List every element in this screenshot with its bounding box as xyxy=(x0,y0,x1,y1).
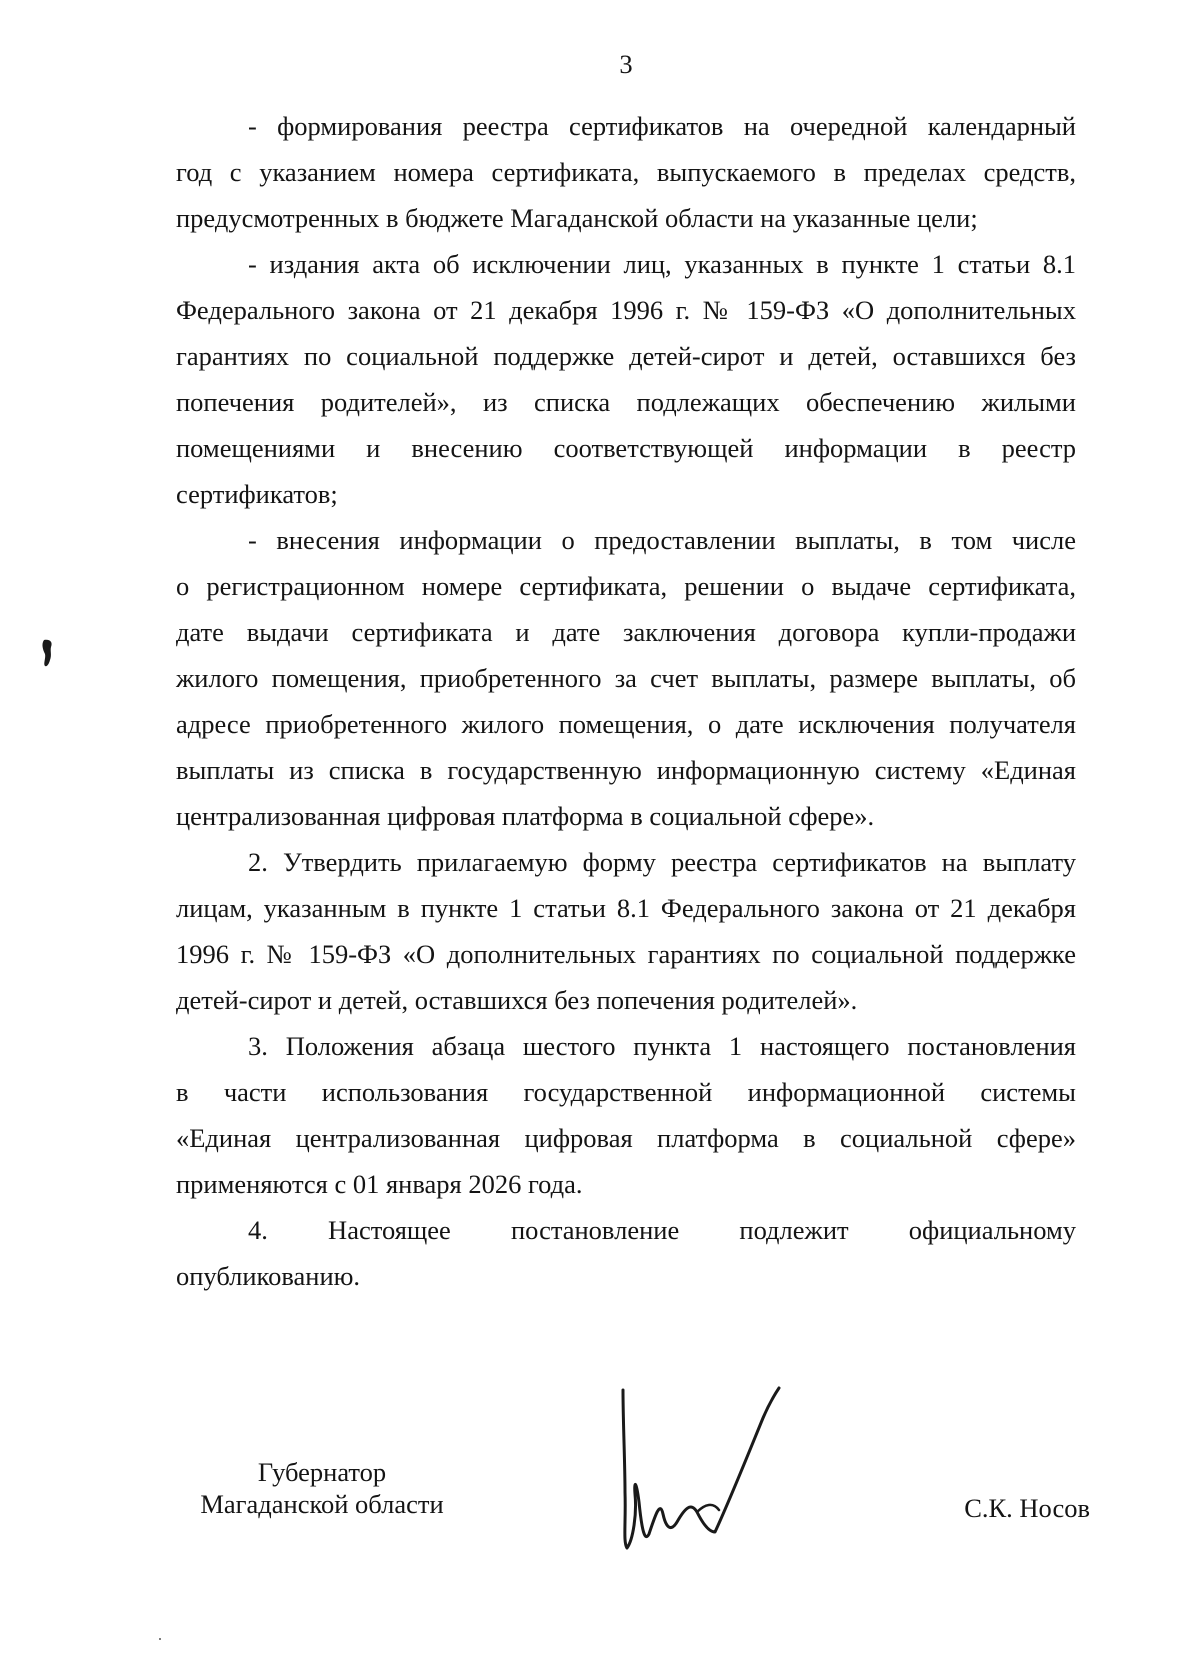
paragraph-line: попечения родителей», из списка подлежащих обеспечению жилыми xyxy=(176,387,1076,417)
paragraph-line: применяются с 01 января 2026 года. xyxy=(176,1169,583,1199)
page-number: 3 xyxy=(619,49,633,79)
paragraph-line: 4. Настоящее постановление подлежит официальному xyxy=(248,1215,1076,1245)
paragraph-line: жилого помещения, приобретенного за счет выплаты, размере выплаты, об xyxy=(176,663,1076,693)
paragraph-line: - внесения информации о предоставлении выплаты, в том числе xyxy=(248,525,1076,555)
paragraph-line: Федерального закона от 21 декабря 1996 г. № 159-ФЗ «О дополнительных xyxy=(176,295,1076,325)
paragraph-line: выплаты из списка в государственную информационную систему «Единая xyxy=(176,755,1076,785)
signatory-title-line2: Магаданской области xyxy=(200,1489,444,1519)
signatory-title-line1: Губернатор xyxy=(257,1457,387,1487)
paragraph-line: «Единая централизованная цифровая платформа в социальной сфере» xyxy=(176,1123,1076,1153)
paragraph-line: лицам, указанным в пункте 1 статьи 8.1 Федерального закона от 21 декабря xyxy=(176,893,1076,923)
paragraph-line: опубликованию. xyxy=(176,1261,361,1291)
signatory-title xyxy=(182,1456,462,1520)
paragraph-line: - формирования реестра сертификатов на очередной календарный xyxy=(248,111,1076,141)
paragraph-line: детей-сирот и детей, оставшихся без попечения родителей». xyxy=(176,985,858,1015)
paragraph-line: дате выдачи сертификата и дате заключения договора купли-продажи xyxy=(176,617,1076,647)
paragraph-line: - издания акта об исключении лиц, указанных в пункте 1 статьи 8.1 xyxy=(248,249,1076,279)
scan-artifact-speck xyxy=(159,1638,161,1640)
paragraph-line: 3. Положения абзаца шестого пункта 1 настоящего постановления xyxy=(248,1031,1076,1061)
paragraph-line: 1996 г. № 159-ФЗ «О дополнительных гарантиях по социальной поддержке xyxy=(176,939,1076,969)
handwritten-signature xyxy=(605,1382,805,1552)
paragraph-line: сертификатов; xyxy=(176,479,338,509)
scan-artifact-mark xyxy=(40,638,56,668)
paragraph-line: помещениями и внесению соответствующей информации в реестр xyxy=(176,433,1076,463)
paragraph-line: 2. Утвердить прилагаемую форму реестра сертификатов на выплату xyxy=(248,847,1076,877)
signatory-name: С.К. Носов xyxy=(964,1493,1090,1523)
paragraph-line: год с указанием номера сертификата, выпускаемого в пределах средств, xyxy=(176,157,1076,187)
paragraph-line: централизованная цифровая платформа в социальной сфере». xyxy=(176,801,875,831)
paragraph-line: о регистрационном номере сертификата, решении о выдаче сертификата, xyxy=(176,571,1076,601)
paragraph-line: гарантиях по социальной поддержке детей-сирот и детей, оставшихся без xyxy=(176,341,1076,371)
paragraph-line: в части использования государственной информационной системы xyxy=(176,1077,1076,1107)
paragraph-line: адресе приобретенного жилого помещения, о дате исключения получателя xyxy=(176,709,1076,739)
paragraph-line: предусмотренных в бюджете Магаданской области на указанные цели; xyxy=(176,203,978,233)
